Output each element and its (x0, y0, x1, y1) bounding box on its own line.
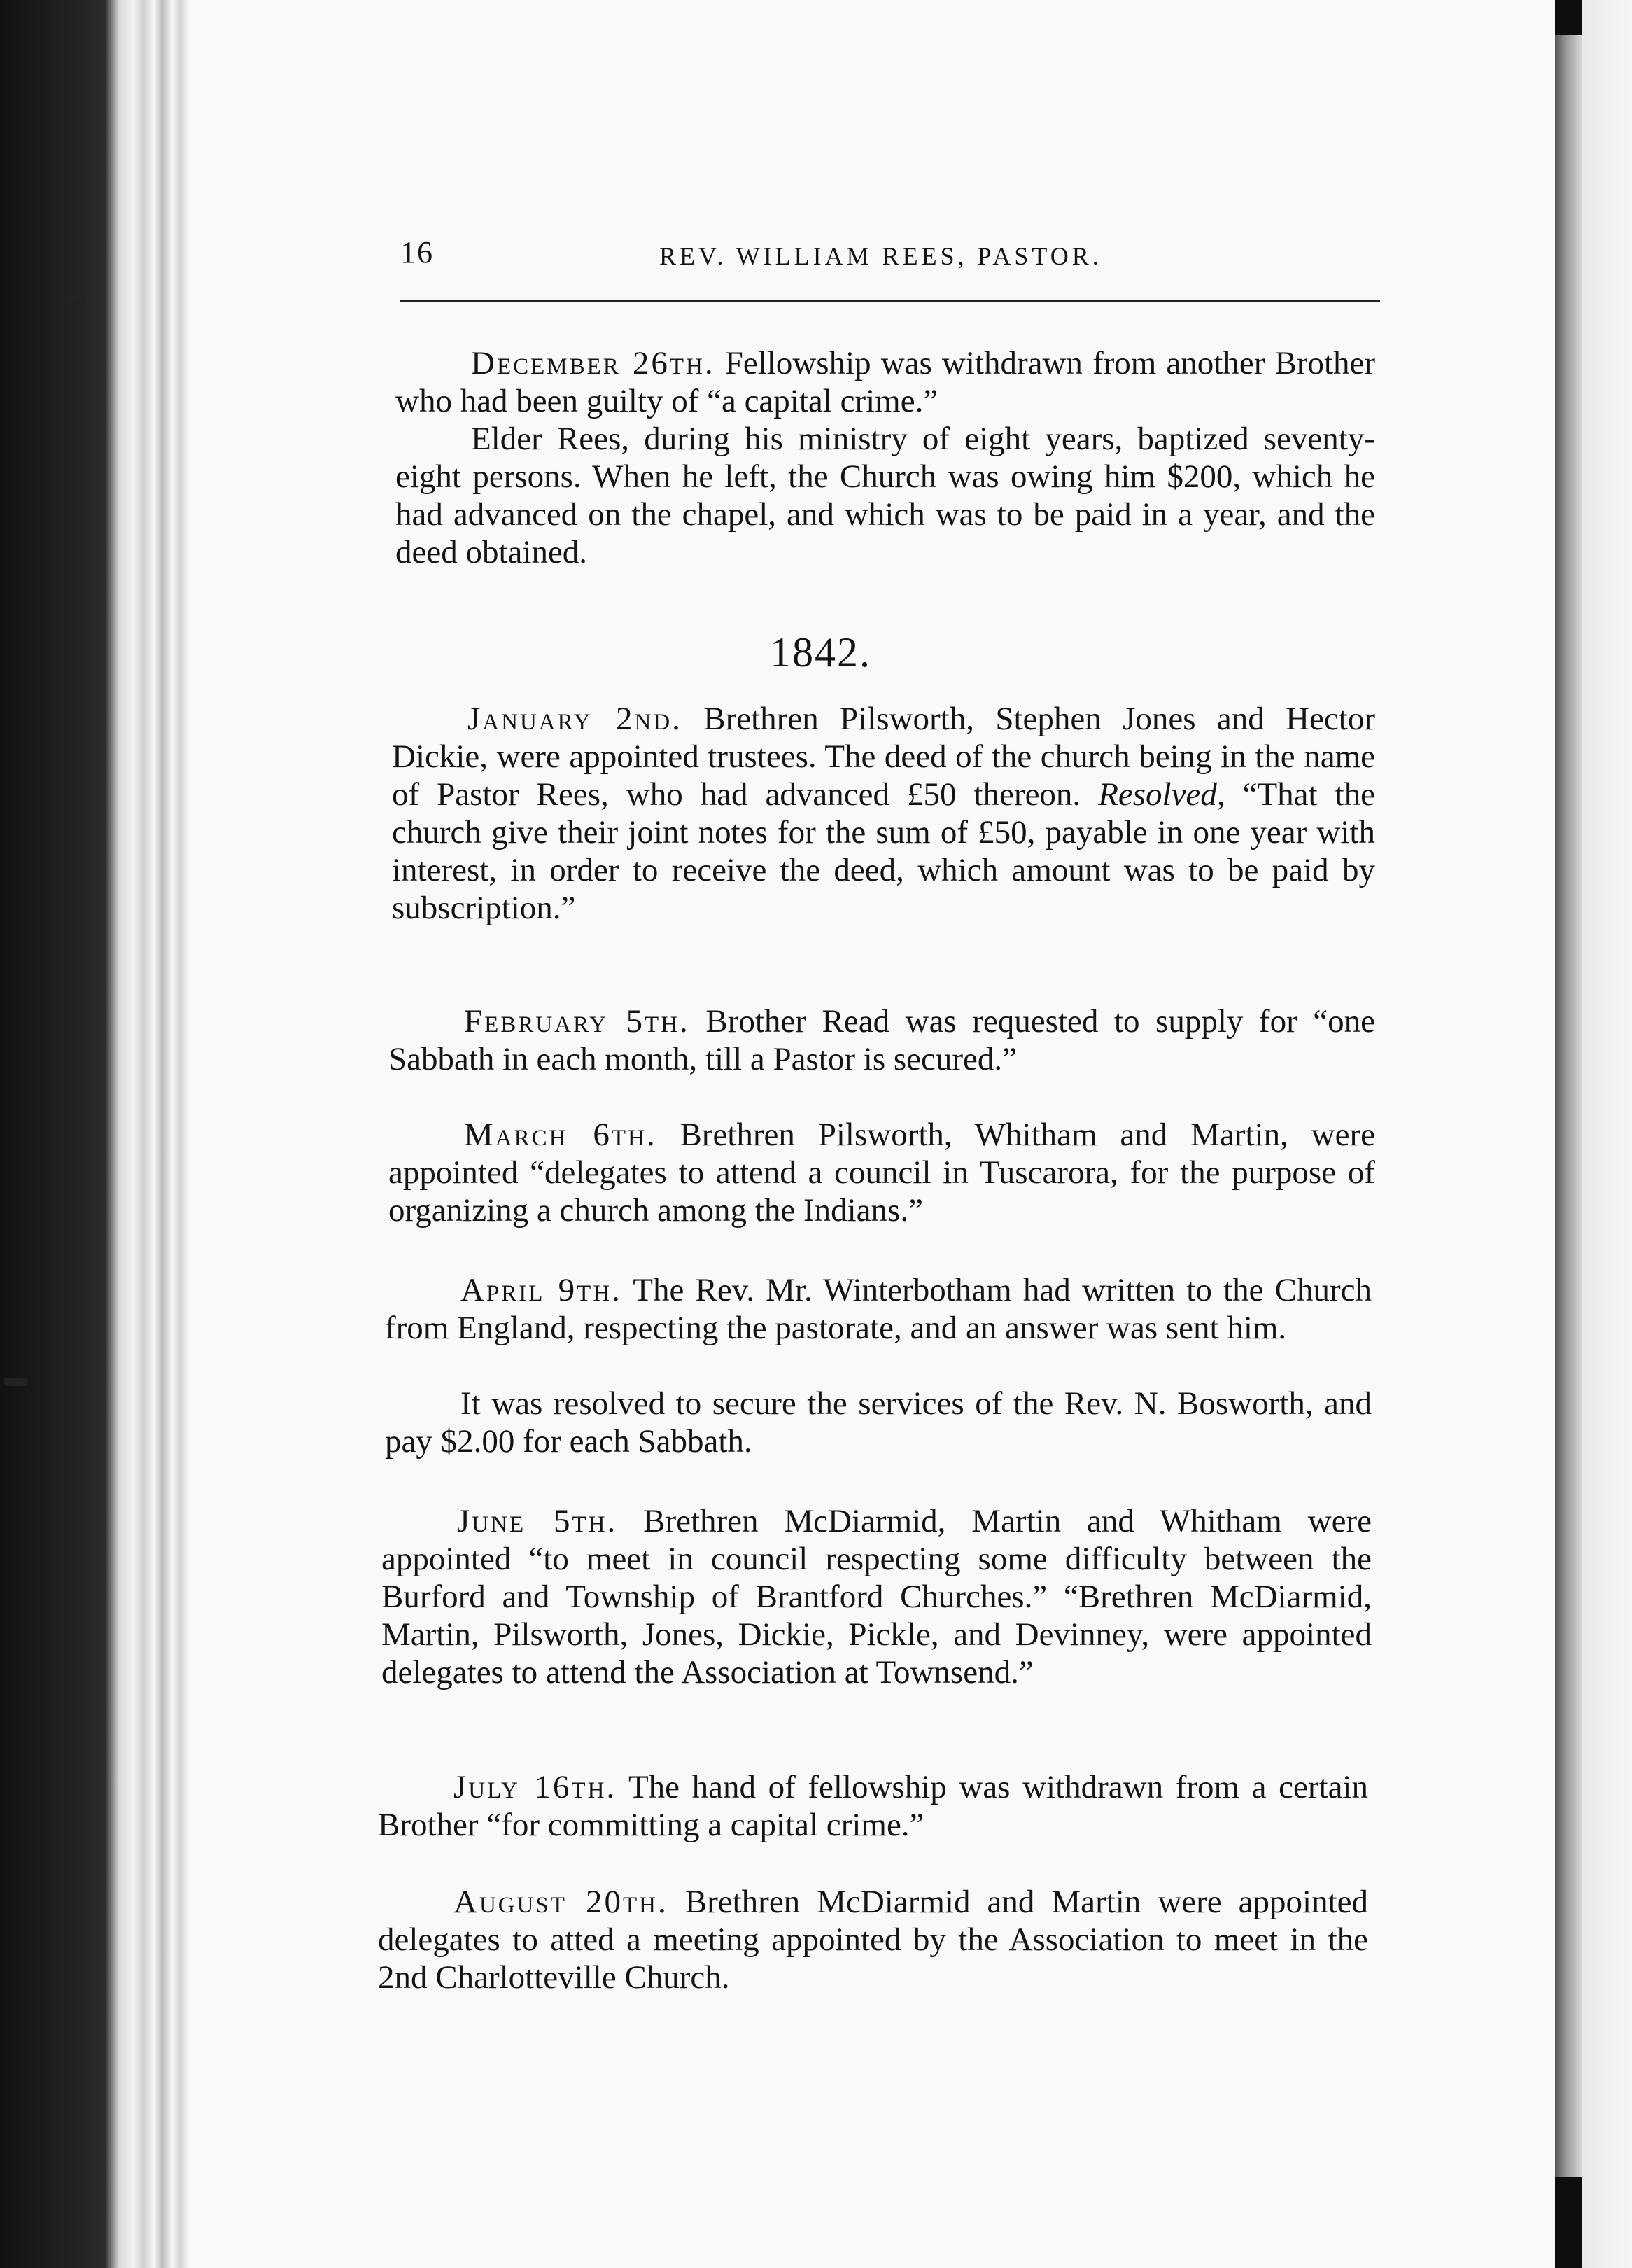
entry-january-2 (392, 700, 1375, 927)
entry-text: Brethren Pilsworth, Stephen Jones and Hector Dickie, were appointed trustees. The deed of the church being in the name of Pastor Rees, who had advanced £50 thereon. (392, 701, 1375, 813)
resolved-label: Resolved, (1098, 776, 1225, 813)
running-title: REV. WILLIAM REES, PASTOR. (659, 242, 1102, 270)
header-rule (400, 300, 1380, 302)
entry-date: August 20th. (453, 1884, 668, 1920)
page-number: 16 (400, 235, 434, 270)
margin-mark (64, 300, 85, 305)
entry-text: Brother Read was requested to supply for “one Sabbath in each month, till a Pastor is secured.” (388, 1003, 1376, 1077)
entry-date: January 2nd. (467, 701, 682, 737)
entry-text: Fellowship was withdrawn from another Brother who had been guilty of “a capital crime.” (395, 345, 1376, 419)
paragraph-elder-rees (395, 420, 1375, 571)
paragraph-text: Elder Rees, during his ministry of eight years, baptized seventy-eight persons. When he left, the Church was owing him $200, which he had advanced on the chapel, and which was to be paid in a year, and the deed obtained. (395, 421, 1375, 570)
margin-mark (4, 1378, 28, 1386)
entry-june-5 (381, 1502, 1372, 1691)
entry-text: “That the church give their joint notes for the sum of £50, payable in one year with interest, in order to receive the deed, which amount was to be paid by subscription.” (392, 776, 1375, 926)
entry-date: July 16th. (453, 1769, 617, 1805)
page-header (400, 227, 1378, 290)
entry-december-26 (395, 344, 1375, 420)
entry-february-5 (388, 1002, 1375, 1078)
page-edge-shadow (1555, 35, 1582, 2177)
entry-march-6 (388, 1116, 1375, 1229)
entry-date: March 6th. (464, 1116, 657, 1153)
entry-date: February 5th. (464, 1003, 690, 1040)
entry-text: Brethren Pilsworth, Whitham and Martin, were appointed “delegates to attend a council in Tuscarora, for the purpose of organizing a church among the Indians.” (388, 1116, 1375, 1228)
entry-date: December 26th. (471, 345, 715, 382)
entry-text: Brethren McDiarmid and Martin were appointed delegates to atted a meeting appointed by the Association to meet in the 2nd Charlotteville Church. (378, 1884, 1369, 1996)
entry-date: April 9th. (460, 1272, 622, 1308)
entry-text: Brethren McDiarmid, Martin and Whitham were appointed “to meet in council respecting some difficulty between the Burford and Township of Brantford Churches.” “Brethren McDiarmid, Martin, Pilsworth, Jones, Dickie, Pickle, and Devinney, were appointed delegates to attend the Association at Townsend.” (381, 1503, 1372, 1690)
entry-july-16 (378, 1768, 1368, 1844)
entry-date: June 5th. (457, 1503, 618, 1539)
entry-text: The hand of fellowship was withdrawn from a certain Brother “for committing a capital crime.” (378, 1769, 1368, 1843)
page-gutter (0, 0, 189, 2268)
page-edge (1582, 0, 1632, 2268)
entry-text: The Rev. Mr. Winterbotham had written to the Church from England, respecting the pastorate, and an answer was sent him. (385, 1272, 1372, 1346)
entry-april-9 (385, 1271, 1372, 1347)
paragraph-text: It was resolved to secure the services of the Rev. N. Bosworth, and pay $2.00 for each Sabbath. (385, 1385, 1372, 1460)
year-heading: 1842. (770, 629, 871, 676)
entry-august-20 (378, 1883, 1368, 1996)
paragraph-bosworth (385, 1385, 1372, 1460)
